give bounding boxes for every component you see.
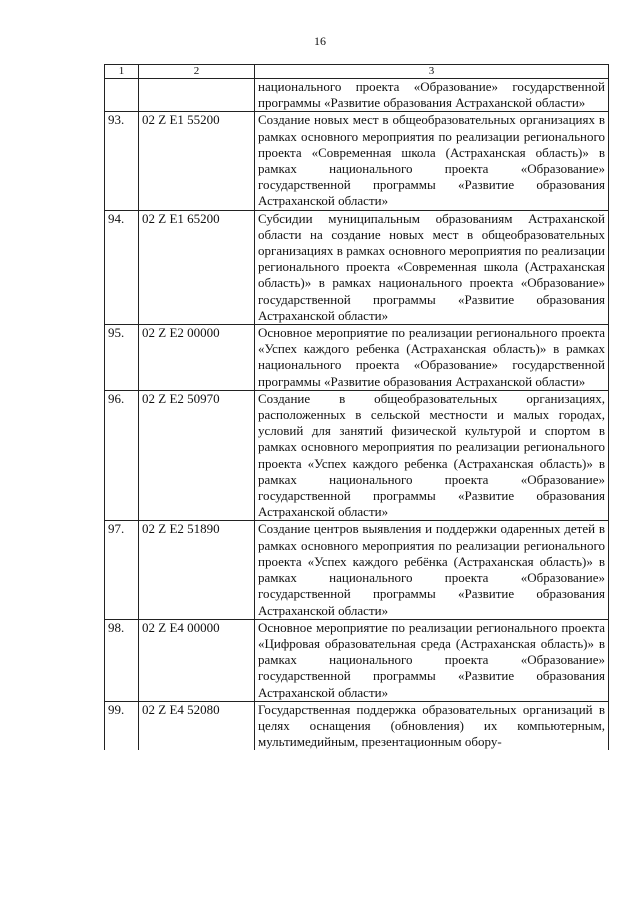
budget-classification-table <box>104 64 609 750</box>
table-row <box>105 619 609 701</box>
header-col-3: 3 <box>255 65 609 79</box>
row-number: 99. <box>105 701 139 750</box>
classification-code <box>139 79 255 112</box>
item-description: Субсидии муниципальным образованиям Астраханской области на создание новых мест в общеобразовательных организациях в рамках основного мероприятия по реализации регионального проекта «Современная школа (Астраханская область)» в рамках национального проекта «Образование» государственной программы «Развитие образования Астраханской области» <box>255 210 609 324</box>
row-number <box>105 79 139 112</box>
item-description: национального проекта «Образование» государственной программы «Развитие образования Астраханской области» <box>255 79 609 112</box>
row-number: 95. <box>105 325 139 391</box>
item-description: Основное мероприятие по реализации регионального проекта «Успех каждого ребенка (Астраханская область)» в рамках национального проекта «Образование» государственной программы «Развитие образования Астраханской области» <box>255 325 609 391</box>
item-description: Государственная поддержка образовательных организаций в целях оснащения (обновления) их компьютерным, мультимедийным, презентационным обору- <box>255 701 609 750</box>
classification-code: 02 Z E2 51890 <box>139 521 255 619</box>
table-row <box>105 79 609 112</box>
classification-code: 02 Z E4 52080 <box>139 701 255 750</box>
table-row <box>105 210 609 324</box>
classification-code: 02 Z E2 50970 <box>139 390 255 521</box>
item-description: Создание в общеобразовательных организациях, расположенных в сельской местности и малых городах, условий для занятий физической культурой и спортом в рамках основного мероприятия по реализации регионального проекта «Успех каждого ребенка (Астраханская область)» в рамках национального проекта «Образование» государственной программы «Развитие образования Астраханской области» <box>255 390 609 521</box>
row-number: 98. <box>105 619 139 701</box>
classification-code: 02 Z E4 00000 <box>139 619 255 701</box>
row-number: 96. <box>105 390 139 521</box>
page-number: 16 <box>314 34 326 48</box>
header-col-1: 1 <box>105 65 139 79</box>
row-number: 93. <box>105 112 139 210</box>
classification-code: 02 Z E1 55200 <box>139 112 255 210</box>
table-row <box>105 701 609 750</box>
row-number: 97. <box>105 521 139 619</box>
classification-code: 02 Z E2 00000 <box>139 325 255 391</box>
table-row <box>105 112 609 210</box>
row-number: 94. <box>105 210 139 324</box>
table-header-row <box>105 65 609 79</box>
table-row <box>105 390 609 521</box>
table-row <box>105 521 609 619</box>
item-description: Основное мероприятие по реализации регионального проекта «Цифровая образовательная среда (Астраханская область)» в рамках национального проекта «Образование» государственной программы «Развитие образования Астраханской области» <box>255 619 609 701</box>
classification-code: 02 Z E1 65200 <box>139 210 255 324</box>
item-description: Создание новых мест в общеобразовательных организациях в рамках основного мероприятия по реализации регионального проекта «Современная школа (Астраханская область)» в рамках национального проекта «Образование» государственной программы «Развитие образования Астраханской области» <box>255 112 609 210</box>
item-description: Создание центров выявления и поддержки одаренных детей в рамках основного мероприятия по реализации регионального проекта «Успех каждого ребёнка (Астраханская область)» в рамках национального проекта «Образование» государственной программы «Развитие образования Астраханской области» <box>255 521 609 619</box>
header-col-2: 2 <box>139 65 255 79</box>
table-row <box>105 325 609 391</box>
